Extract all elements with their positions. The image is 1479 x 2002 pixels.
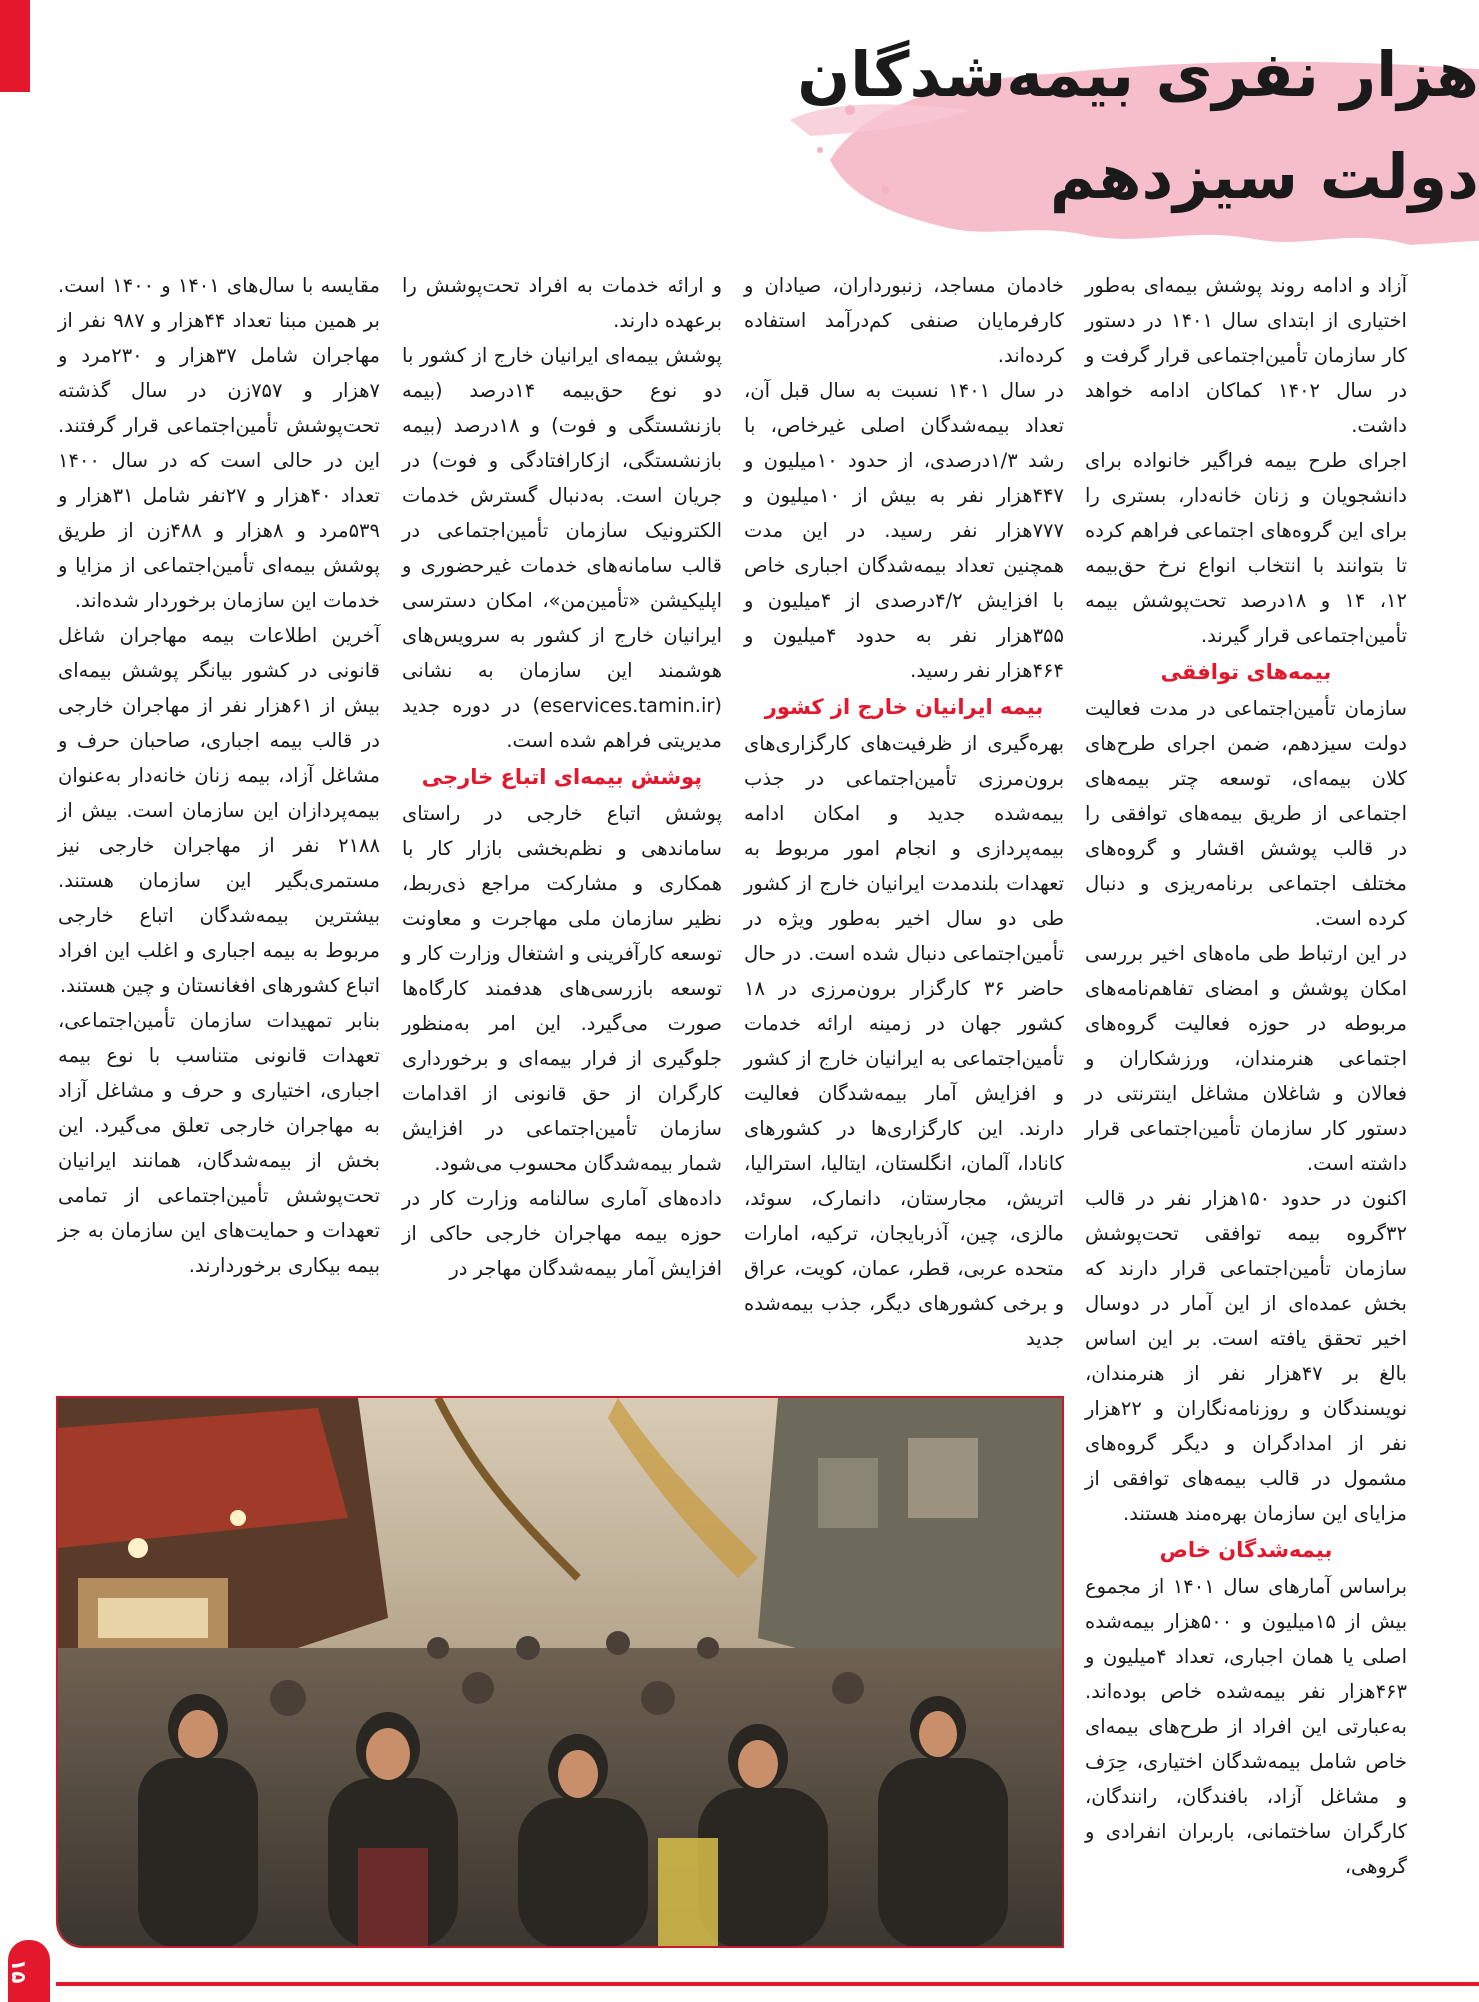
headline-line-2: دولت سیزدهم	[1049, 140, 1479, 213]
paragraph: سازمان تأمین‌اجتماعی در مدت فعالیت دولت سیزدهم، ضمن اجرای طرح‌های کلان بیمه‌ای، توسعه چتر بیمه‌های اجتماعی از طریق بیمه‌های توافقی را در قالب پوشش اقشار و گروه‌های مختلف اجتماعی برنامه‌ریزی و دنبال کرده است.	[1085, 697, 1407, 930]
footer-rule	[56, 1982, 1479, 1986]
paragraph: در سال ۱۴۰۱ نسبت به سال قبل آن، تعداد بیمه‌شدگان اصلی غیرخاص، با رشد ۱/۳درصدی، از حدود ۱۰میلیون و ۴۴۷هزار نفر به بیش از ۱۰میلیون و ۷۷۷هزار نفر رسید. در این مدت همچنین تعداد بیمه‌شدگان اجباری خاص با افزایش ۴/۲درصدی از ۴میلیون و ۳۵۵هزار نفر به حدود ۴میلیون و ۴۶۴هزار نفر رسید.	[744, 379, 1064, 682]
paragraph: پوشش بیمه‌ای ایرانیان خارج از کشور با دو نوع حق‌بیمه ۱۴درصد (بیمه بازنشستگی و فوت) و ۱۸درصد (بیمه بازنشستگی، ازکارافتادگی و فوت) در جریان است. به‌دنبال گسترش خدمات الکترونیک سازمان تأمین‌اجتماعی در قالب سامانه‌های خدمات غیرحضوری و اپلیکیشن «تأمین‌من»، امکان دسترسی ایرانیان خارج از کشور به سرویس‌های هوشمند این سازمان به نشانی (eservices.tamin.ir) در دوره جدید مدیریتی فراهم شده است.	[402, 344, 722, 752]
paragraph: مقایسه با سال‌های ۱۴۰۱ و ۱۴۰۰ است. بر همین مبنا تعداد ۴۴هزار و ۹۸۷ نفر از مهاجران شامل ۳۷هزار و ۲۳۰مرد و ۷هزار و ۷۵۷زن در سال گذشته تحت‌پوشش تأمین‌اجتماعی قرار گرفتند. این در حالی است که در سال ۱۴۰۰ تعداد ۴۰هزار و ۲۷نفر شامل ۳۱هزار و ۵۳۹مرد و ۸هزار و ۴۸۸زن از طریق پوشش بیمه‌ای تأمین‌اجتماعی از مزایا و خدمات این سازمان برخوردار شده‌اند.	[58, 274, 381, 612]
section-heading: بیمه‌شدگان خاص	[1159, 1538, 1333, 1562]
paragraph: اکنون در حدود ۱۵۰هزار نفر در قالب ۳۲گروه بیمه توافقی تحت‌پوشش سازمان تأمین‌اجتماعی قرار دارند که بخش عمده‌ای از این آمار در دوسال اخیر تحقق یافته است. بر این اساس بالغ بر ۴۷هزار نفر از هنرمندان، نویسندگان و روزنامه‌نگاران و ۲۲هزار نفر از امدادگران و دیگر گروه‌های مشمول در قالب بیمه‌های توافقی از مزایای این سازمان بهره‌مند هستند.	[1085, 1187, 1407, 1525]
section-heading: پوشش بیمه‌ای اتباع خارجی	[421, 765, 703, 789]
article-column-1	[1085, 268, 1407, 1988]
article-column-4	[58, 268, 380, 1398]
paragraph: پوشش اتباع خارجی در راستای ساماندهی و نظم‌بخشی بازار کار با همکاری و مشارکت مراجع ذی‌ربط، نظیر سازمان ملی مهاجرت و معاونت توسعه کارآفرینی و اشتغال وزارت کار و توسعه بازرسی‌های هدفمند کارگاه‌ها صورت می‌گیرد. این امر به‌منظور جلوگیری از فرار بیمه‌ای و برخورداری کارگران از حق قانونی از اقدامات سازمان تأمین‌اجتماعی در افزایش شمار بیمه‌شدگان محسوب می‌شود.	[402, 802, 722, 1175]
paragraph: بنابر تمهیدات سازمان تأمین‌اجتماعی، تعهدات قانونی متناسب با نوع بیمه اجباری، اختیاری و حرف و مشاغل آزاد به مهاجران خارجی تعلق می‌گیرد. این بخش از بیمه‌شدگان، همانند ایرانیان تحت‌پوشش تأمین‌اجتماعی از تمامی تعهدات و حمایت‌های این سازمان به جز بیمه بیکاری برخوردارند.	[58, 1009, 380, 1277]
bazaar-crowd-photo	[56, 1396, 1064, 1948]
headline-line-1: هزار نفری بیمه‌شدگان	[797, 38, 1479, 111]
paragraph: و ارائه خدمات به افراد تحت‌پوشش را برعهده دارند.	[402, 274, 722, 332]
paragraph: آزاد و ادامه روند پوشش بیمه‌ای به‌طور اختیاری از ابتدای سال ۱۴۰۱ در دستور کار سازمان تأمین‌اجتماعی قرار گرفت و در سال ۱۴۰۲ کماکان ادامه خواهد داشت.	[1085, 274, 1407, 437]
paragraph: خادمان مساجد، زنبورداران، صیادان و کارفرمایان صنفی کم‌درآمد استفاده کرده‌اند.	[744, 274, 1064, 367]
article-column-2	[744, 268, 1064, 1398]
paragraph: در این ارتباط طی ماه‌های اخیر بررسی امکان پوشش و امضای تفاهم‌نامه‌های مربوطه در حوزه فعالیت گروه‌های اجتماعی هنرمندان، ورزشکاران و فعالان و شاغلان مشاغل اینترنتی در دستور کار سازمان تأمین‌اجتماعی قرار داشته است.	[1085, 942, 1407, 1175]
bazaar-crowd-illustration	[58, 1398, 1062, 1946]
paragraph: آخرین اطلاعات بیمه مهاجران شاغل قانونی در کشور بیانگر پوشش بیمه‌ای بیش از ۶۱هزار نفر از مهاجران خارجی در قالب بیمه اجباری، صاحبان حرف و مشاغل آزاد، بیمه زنان خانه‌دار به‌عنوان بیمه‌پردازان این سازمان است. بیش از ۲۱۸۸ نفر از مهاجران خارجی نیز مستمری‌بگیر این سازمان هستند. بیشترین بیمه‌شدگان اتباع خارجی مربوط به بیمه اجباری و اغلب این افراد اتباع کشورهای افغانستان و چین هستند.	[58, 624, 381, 997]
paragraph: بهره‌گیری از ظرفیت‌های کارگزاری‌های برون‌مرزی تأمین‌اجتماعی در جذب بیمه‌شده جدید و امکان ادامه بیمه‌پردازی و انجام امور مربوط به تعهدات بلندمدت ایرانیان خارج از کشور طی دو سال اخیر به‌طور ویژه در تأمین‌اجتماعی دنبال شده است. در حال حاضر ۳۶ کارگزار برون‌مرزی در ۱۸ کشور جهان در زمینه ارائه خدمات تأمین‌اجتماعی به ایرانیان خارج از کشور و افزایش آمار بیمه‌شدگان فعالیت دارند. این کارگزاری‌ها در کشورهای کانادا، آلمان، انگلستان، ایتالیا، استرالیا، اتریش، مجارستان، دانمارک، سوئد، مالزی، چین، آذربایجان، ترکیه، امارات متحده عربی، قطر، عمان، کویت، عراق و برخی کشورهای دیگر، جذب بیمه‌شده جدید	[744, 732, 1064, 1350]
section-heading: بیمه‌های توافقی	[1160, 660, 1332, 684]
page-number: ۱۵	[8, 1940, 50, 2002]
paragraph: براساس آمارهای سال ۱۴۰۱ از مجموع بیش از ۱۵میلیون و ۵۰۰هزار بیمه‌شده اصلی یا همان اجباری، تعداد ۴میلیون و ۴۶۳هزار نفر بیمه‌شده خاص بوده‌اند. به‌عبارتی این افراد از طرح‌های بیمه‌ای خاص شامل بیمه‌شدگان اختیاری، حِرَف و مشاغل آزاد، بافندگان، رانندگان، کارگران ساختمانی، باربران انفرادی و گروهی،	[1085, 1575, 1408, 1878]
paragraph: داده‌های آماری سالنامه وزارت کار در حوزه بیمه مهاجران خارجی حاکی از افزایش آمار بیمه‌شدگان مهاجر در	[402, 1187, 722, 1280]
corner-tab	[0, 0, 30, 92]
paragraph: اجرای طرح بیمه فراگیر خانواده برای دانشجویان و زنان خانه‌دار، بستری را برای این گروه‌های اجتماعی فراهم کرده تا بتوانند با انتخاب انواع نرخ حق‌بیمه ۱۲، ۱۴ و ۱۸درصد تحت‌پوشش بیمه تأمین‌اجتماعی قرار گیرند.	[1085, 449, 1407, 647]
article-column-3	[402, 268, 722, 1398]
section-heading: بیمه ایرانیان خارج از کشور	[764, 695, 1044, 719]
